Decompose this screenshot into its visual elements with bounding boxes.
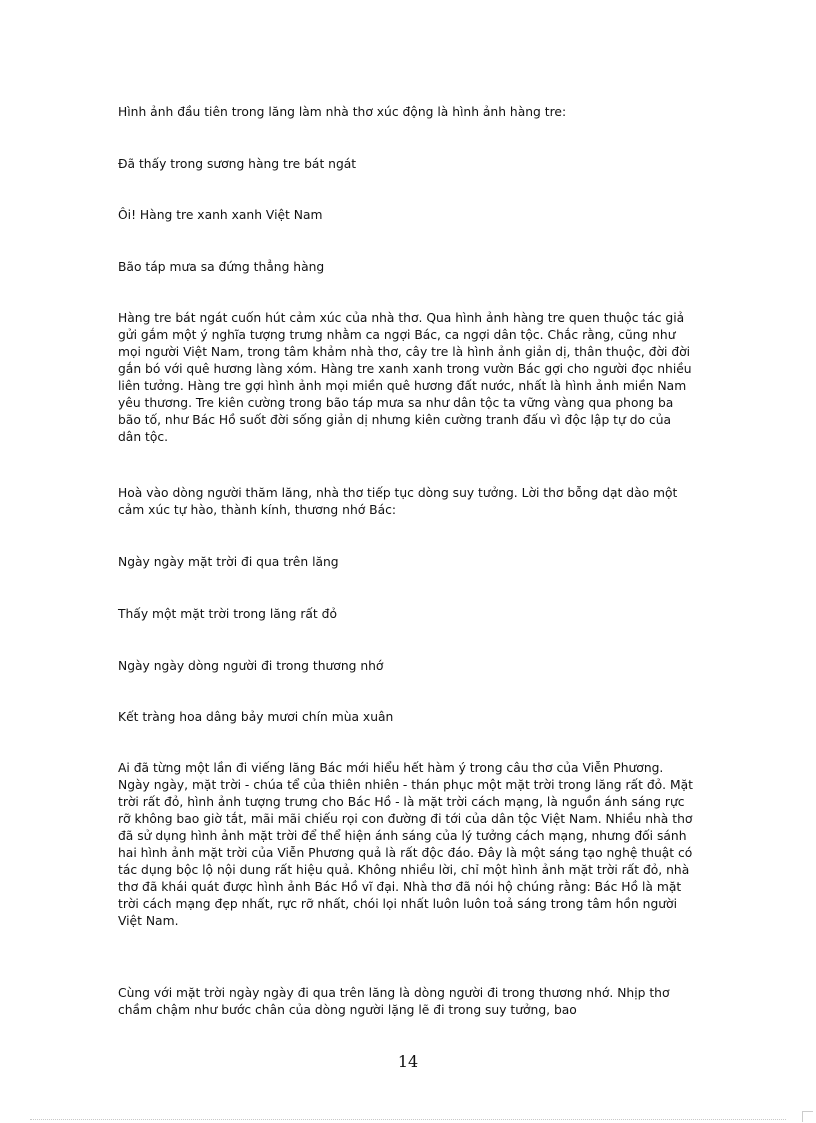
verse-line-5: Thấy một mặt trời trong lăng rất đỏ: [118, 607, 337, 621]
paragraph-procession: Cùng với mặt trời ngày ngày đi qua trên lăng là dòng người đi trong thương nhớ. Nhịp thơ chầm chậm như bước chân của dòng người lặng lẽ đi trong suy tưởng, bao: [118, 986, 670, 1017]
page-corner-mark: [802, 1111, 813, 1122]
page-number: 14: [397, 1052, 419, 1071]
verse-line-6: Ngày ngày dòng người đi trong thương nhớ: [118, 659, 384, 673]
paragraph-intro: Hình ảnh đầu tiên trong lăng làm nhà thơ xúc động là hình ảnh hàng tre:: [118, 105, 567, 119]
verse-line-1: Đã thấy trong sương hàng tre bát ngát: [118, 157, 357, 171]
verse-line-2: Ôi! Hàng tre xanh xanh Việt Nam: [118, 208, 323, 222]
verse-line-7: Kết tràng hoa dâng bảy mươi chín mùa xuân: [118, 710, 394, 724]
page-bottom-rule: [30, 1119, 786, 1120]
paragraph-sun: Ai đã từng một lần đi viếng lăng Bác mới hiểu hết hàm ý trong câu thơ của Viễn Phương. Ngày ngày, mặt trời - chúa tể của thiên nhiên - thán phục một mặt trời trong lăng rất đỏ. Mặt trời rất đỏ, hình ảnh tượng trưng cho Bác Hồ - là mặt trời cách mạng, là nguồn ánh sáng rực rỡ không bao giờ tắt, mãi mãi chiếu rọi con đường đi tới của dân tộc Việt Nam. Nhiều nhà thơ đã sử dụng hình ảnh mặt trời để thể hiện ánh sáng của lý tưởng cách mạng, nhưng đối sánh hai hình ảnh mặt trời của Viễn Phương quả là rất độc đáo. Đây là một sáng tạo nghệ thuật có tác dụng bộc lộ nội dung rất hiệu quả. Không nhiều lời, chỉ một hình ảnh mặt trời rất đỏ, nhà thơ đã khái quát được hình ảnh Bác Hồ vĩ đại. Nhà thơ đã nói hộ chúng rằng: Bác Hồ là mặt trời cách mạng đẹp nhất, rực rỡ nhất, chói lọi nhất luôn luôn toả sáng trong tâm hồn người Việt Nam.: [118, 761, 693, 928]
verse-line-4: Ngày ngày mặt trời đi qua trên lăng: [118, 555, 339, 569]
verse-line-3: Bão táp mưa sa đứng thẳng hàng: [118, 260, 325, 274]
paragraph-bamboo: Hàng tre bát ngát cuốn hút cảm xúc của nhà thơ. Qua hình ảnh hàng tre quen thuộc tác giả gửi gắm một ý nghĩa tượng trưng nhằm ca ngợi Bác, ca ngợi dân tộc. Chắc rằng, cũng như mọi người Việt Nam, trong tâm khảm nhà thơ, cây tre là hình ảnh giản dị, thân thuộc, đời đời gắn bó với quê hương làng xóm. Hàng tre xanh xanh trong vườn Bác gợi cho người đọc nhiều liên tưởng. Hàng tre gợi hình ảnh mọi miền quê hương đất nước, nhất là hình ảnh miền Nam yêu thương. Tre kiên cường trong bão táp mưa sa như dân tộc ta vững vàng qua phong ba bão tố, như Bác Hồ suốt đời sống giản dị nhưng kiên cường tranh đấu vì độc lập tự do của dân tộc.: [118, 311, 692, 444]
paragraph-visit: Hoà vào dòng người thăm lăng, nhà thơ tiếp tục dòng suy tưởng. Lời thơ bỗng dạt dào một cảm xúc tự hào, thành kính, thương nhớ Bác:: [118, 486, 678, 517]
